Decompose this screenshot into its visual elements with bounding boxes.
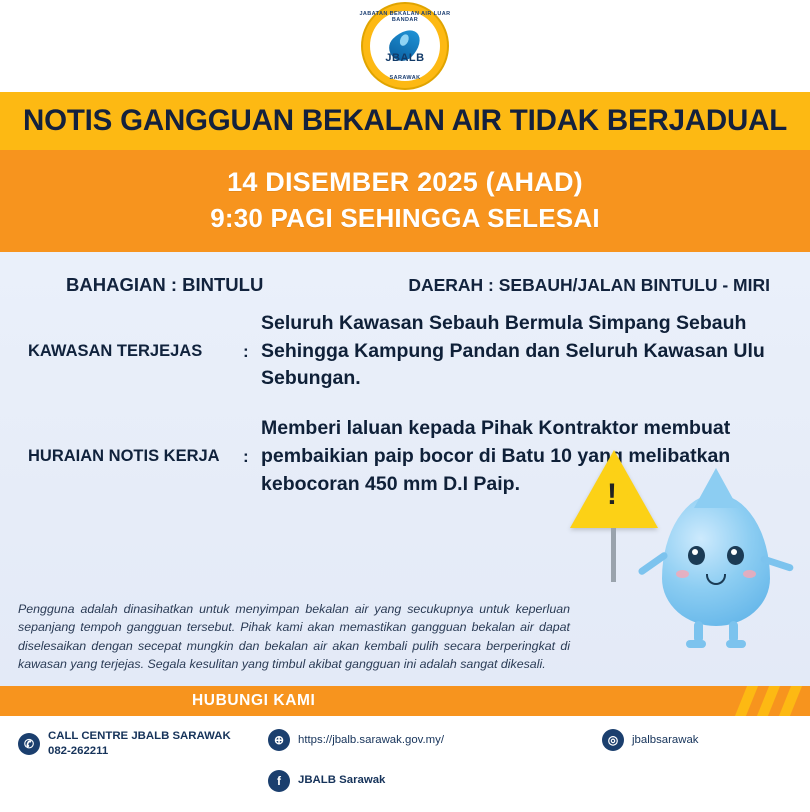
instagram-icon: ◎ [602, 729, 624, 751]
work-description-value: Memberi laluan kepada Pihak Kontraktor membuat pembaikian paip bocor di Batu 10 yang melibatkan kebocoran 450 mm D.I Paip. [261, 417, 731, 495]
website-url[interactable]: https://jbalb.sarawak.gov.my/ [298, 734, 445, 746]
phone-icon: ✆ [18, 733, 40, 755]
footer-bottom-strip [0, 804, 810, 812]
affected-area-colon: : [243, 341, 249, 361]
division-label: BAHAGIAN : BINTULU [66, 274, 264, 296]
contact-band-label: HUBUNGI KAMI [192, 692, 316, 709]
website-item[interactable] [268, 729, 602, 751]
mascot-arm-left [637, 551, 669, 576]
mascot-illustration [562, 432, 792, 632]
contact-band [0, 686, 810, 716]
mascot-eye-left [688, 546, 705, 565]
instagram-item[interactable] [602, 729, 792, 751]
logo-band [0, 0, 810, 92]
mascot-cheek-left [676, 570, 689, 578]
logo-wordmark: JBALB [385, 52, 425, 64]
mascot-mouth [706, 574, 726, 585]
title-band [0, 92, 810, 150]
logo-ring-text-top: JABATAN BEKALAN AIR LUAR BANDAR [359, 11, 451, 23]
mascot-arm-right [760, 555, 794, 572]
affected-area-value: Seluruh Kawasan Sebauh Bermula Simpang Sebauh Sehingga Kampung Pandan dan Seluruh Kawasan Ulu Sebungan. [261, 312, 765, 390]
call-centre-item [18, 729, 268, 760]
logo-ring-text-bottom: SARAWAK [389, 75, 421, 81]
affected-area-label: KAWASAN TERJEJAS [28, 342, 203, 361]
band-stripes [580, 686, 810, 716]
notice-date: 14 DISEMBER 2025 (AHAD) [227, 167, 583, 197]
district-value: SEBAUH/JALAN BINTULU - MIRI [498, 275, 770, 296]
mascot-foot-right [726, 640, 746, 648]
region-row [18, 274, 792, 296]
notice-body [0, 252, 810, 688]
water-drop-mascot [662, 494, 770, 626]
mascot-cheek-right [743, 570, 756, 578]
mascot-eye-right [727, 546, 744, 565]
disclaimer-text: Pengguna adalah dinasihatkan untuk menyimpan bekalan air yang secukupnya untuk keperluan sepanjang tempoh gangguan tersebut. Pihak kami akan memastikan gangguan bekalan air dapat diselesaikan dengan secepat mungkin dan bekalan air akan kembali pulih secara berperingkat di kawasan yang terjejas. Segala kesulitan yang timbul akibat gangguan ini adalah sangat dikesali. [18, 601, 570, 672]
exclamation-mark: ! [607, 478, 617, 512]
district-label: DAERAH : [408, 275, 494, 296]
mascot-foot-left [686, 640, 706, 648]
date-band [0, 150, 810, 252]
facebook-icon: f [268, 770, 290, 792]
work-description-colon: : [243, 446, 249, 466]
call-centre-title: CALL CENTRE JBALB SARAWAK [48, 730, 231, 742]
work-description-label: HURAIAN NOTIS KERJA [28, 447, 220, 466]
facebook-item[interactable] [268, 770, 385, 792]
jbalb-logo [359, 0, 451, 92]
district-block [408, 275, 770, 296]
affected-area-row [18, 310, 792, 393]
page-title: NOTIS GANGGUAN BEKALAN AIR TIDAK BERJADUAL [22, 104, 788, 137]
sign-pole [611, 528, 616, 582]
globe-icon: ⊕ [268, 729, 290, 751]
footer [0, 716, 810, 812]
call-centre-phone: 082-262211 [48, 745, 109, 758]
notice-time: 9:30 PAGI SEHINGGA SELESAI [210, 202, 600, 233]
facebook-handle[interactable]: JBALB Sarawak [298, 774, 386, 787]
instagram-handle[interactable]: jbalbsarawak [632, 734, 699, 746]
